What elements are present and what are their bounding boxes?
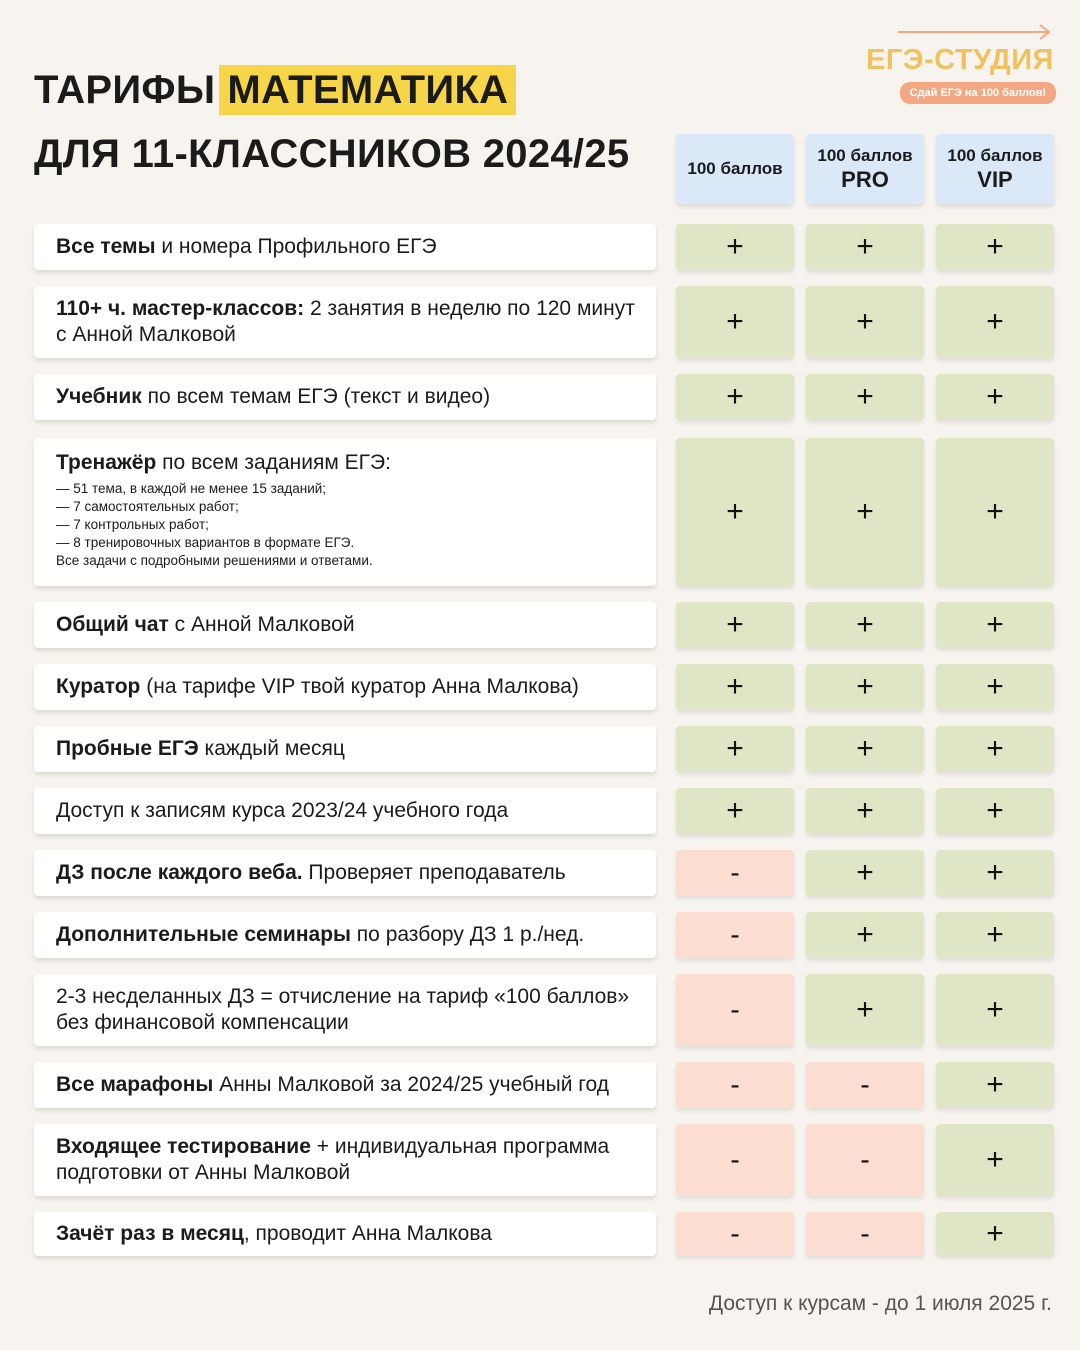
feature-text	[56, 736, 345, 762]
excluded-mark: -	[676, 912, 794, 958]
logo-name: ЕГЭ-СТУДИЯ	[866, 44, 1054, 76]
feature-row	[34, 912, 656, 958]
feature-text	[56, 922, 584, 948]
feature-bold: Все марафоны	[56, 1073, 214, 1096]
included-mark: +	[936, 850, 1054, 896]
included-mark: +	[806, 788, 924, 834]
footer-note: Доступ к курсам - до 1 июля 2025 г.	[708, 1292, 1052, 1315]
sublist-item: — 7 самостоятельных работ;	[56, 499, 239, 514]
included-mark: +	[676, 374, 794, 420]
feature-desc: Анны Малковой за 2024/25 учебный год	[213, 1073, 609, 1096]
included-mark: +	[676, 788, 794, 834]
included-mark: +	[936, 1062, 1054, 1108]
feature-bold: Тренажёр	[56, 451, 157, 474]
included-mark: +	[676, 726, 794, 772]
included-mark: +	[806, 726, 924, 772]
included-mark: +	[806, 850, 924, 896]
column-header-label: 100 баллов	[817, 145, 913, 165]
excluded-mark: -	[676, 1212, 794, 1256]
included-mark: +	[806, 664, 924, 710]
feature-desc: 2 занятия в неделю по 120 минут с Анной Малковой	[56, 297, 635, 346]
column-header	[806, 134, 924, 204]
feature-row	[34, 602, 656, 648]
feature-desc: по всем темам ЕГЭ (текст и видео)	[141, 385, 491, 408]
feature-bold: Общий чат	[56, 613, 169, 636]
excluded-mark: -	[676, 1062, 794, 1108]
feature-row	[34, 664, 656, 710]
included-mark: +	[936, 974, 1054, 1046]
feature-desc: 2-3 несделанных ДЗ = отчисление на тариф «100 баллов» без финансовой компенсации	[56, 985, 630, 1034]
column-header	[676, 134, 794, 204]
feature-text	[56, 1072, 609, 1098]
included-mark: +	[936, 788, 1054, 834]
included-mark: +	[806, 912, 924, 958]
feature-desc: Проверяет преподаватель	[302, 861, 566, 884]
feature-row	[34, 974, 656, 1046]
sublist-item: — 7 контрольных работ;	[56, 517, 209, 532]
feature-text	[56, 674, 579, 700]
feature-row	[34, 1212, 656, 1256]
feature-desc: + индивидуальная программа подготовки от Анны Малковой	[56, 1135, 610, 1184]
feature-text	[56, 860, 566, 886]
column-header	[936, 134, 1054, 204]
included-mark: +	[676, 224, 794, 270]
feature-row	[34, 286, 656, 358]
page-title	[34, 70, 516, 110]
included-mark: +	[936, 602, 1054, 648]
feature-desc: с Анной Малковой	[168, 613, 355, 636]
feature-row	[34, 224, 656, 270]
feature-desc: , проводит Анна Малкова	[243, 1222, 492, 1245]
logo	[866, 22, 1056, 108]
included-mark: +	[676, 602, 794, 648]
excluded-mark: -	[806, 1124, 924, 1196]
feature-desc: каждый месяц	[198, 737, 345, 760]
feature-text	[56, 612, 355, 638]
feature-text	[56, 384, 490, 410]
feature-row	[34, 726, 656, 772]
feature-text	[56, 296, 638, 348]
feature-desc: (на тарифе VIP твой куратор Анна Малкова)	[140, 675, 579, 698]
page-subtitle: ДЛЯ 11-КЛАССНИКОВ 2024/25	[34, 132, 630, 176]
column-header-label: 100 баллов	[687, 159, 783, 178]
feature-row	[34, 438, 656, 586]
included-mark: +	[936, 1124, 1054, 1196]
included-mark: +	[936, 726, 1054, 772]
sublist-item: Все задачи с подробными решениями и ответами.	[56, 553, 373, 568]
title-prefix: ТАРИФЫ	[34, 68, 216, 112]
excluded-mark: -	[806, 1212, 924, 1256]
included-mark: +	[936, 374, 1054, 420]
feature-bold: Все темы	[56, 235, 156, 258]
included-mark: +	[806, 286, 924, 358]
feature-bold: Куратор	[56, 675, 141, 698]
feature-row	[34, 1062, 656, 1108]
feature-row	[34, 1124, 656, 1196]
feature-bold: ДЗ после каждого веба.	[56, 861, 303, 884]
feature-text	[56, 798, 508, 824]
column-header-label: 100 баллов	[947, 145, 1043, 165]
sublist-item: — 8 тренировочных вариантов в формате ЕГЭ.	[56, 535, 355, 550]
included-mark: +	[936, 664, 1054, 710]
feature-desc: Доступ к записям курса 2023/24 учебного года	[56, 799, 509, 822]
feature-text	[56, 1221, 492, 1247]
sublist-item: — 51 тема, в каждой не менее 15 заданий;	[56, 481, 327, 496]
feature-bold: Дополнительные семинары	[56, 923, 351, 946]
feature-bold: Входящее тестирование	[56, 1135, 311, 1158]
feature-desc: по всем заданиям ЕГЭ:	[156, 451, 391, 474]
included-mark: +	[806, 974, 924, 1046]
feature-bold: Пробные ЕГЭ	[56, 737, 199, 760]
feature-text	[56, 1134, 638, 1186]
included-mark: +	[806, 224, 924, 270]
feature-desc: по разбору ДЗ 1 р./нед.	[350, 923, 585, 946]
feature-text	[56, 984, 638, 1036]
excluded-mark: -	[806, 1062, 924, 1108]
included-mark: +	[676, 664, 794, 710]
feature-desc: и номера Профильного ЕГЭ	[155, 235, 437, 258]
included-mark: +	[936, 438, 1054, 586]
included-mark: +	[806, 602, 924, 648]
feature-text	[56, 450, 391, 570]
included-mark: +	[936, 286, 1054, 358]
included-mark: +	[676, 286, 794, 358]
feature-row	[34, 788, 656, 834]
feature-bold: Зачёт раз в месяц	[56, 1222, 244, 1245]
arrow-right-icon	[896, 22, 1056, 42]
included-mark: +	[806, 438, 924, 586]
included-mark: +	[936, 912, 1054, 958]
logo-tagline: Сдай ЕГЭ на 100 баллов!	[900, 82, 1056, 104]
excluded-mark: -	[676, 850, 794, 896]
feature-row	[34, 374, 656, 420]
included-mark: +	[806, 374, 924, 420]
title-highlight: МАТЕМАТИКА	[219, 65, 516, 115]
column-header-tier: VIP	[977, 166, 1013, 192]
excluded-mark: -	[676, 1124, 794, 1196]
included-mark: +	[936, 1212, 1054, 1256]
excluded-mark: -	[676, 974, 794, 1046]
feature-row	[34, 850, 656, 896]
feature-sublist	[56, 480, 391, 570]
feature-bold: Учебник	[56, 385, 142, 408]
included-mark: +	[936, 224, 1054, 270]
included-mark: +	[676, 438, 794, 586]
feature-text	[56, 234, 437, 260]
column-header-tier: PRO	[841, 166, 889, 192]
feature-bold: 110+ ч. мастер-классов:	[56, 297, 305, 320]
